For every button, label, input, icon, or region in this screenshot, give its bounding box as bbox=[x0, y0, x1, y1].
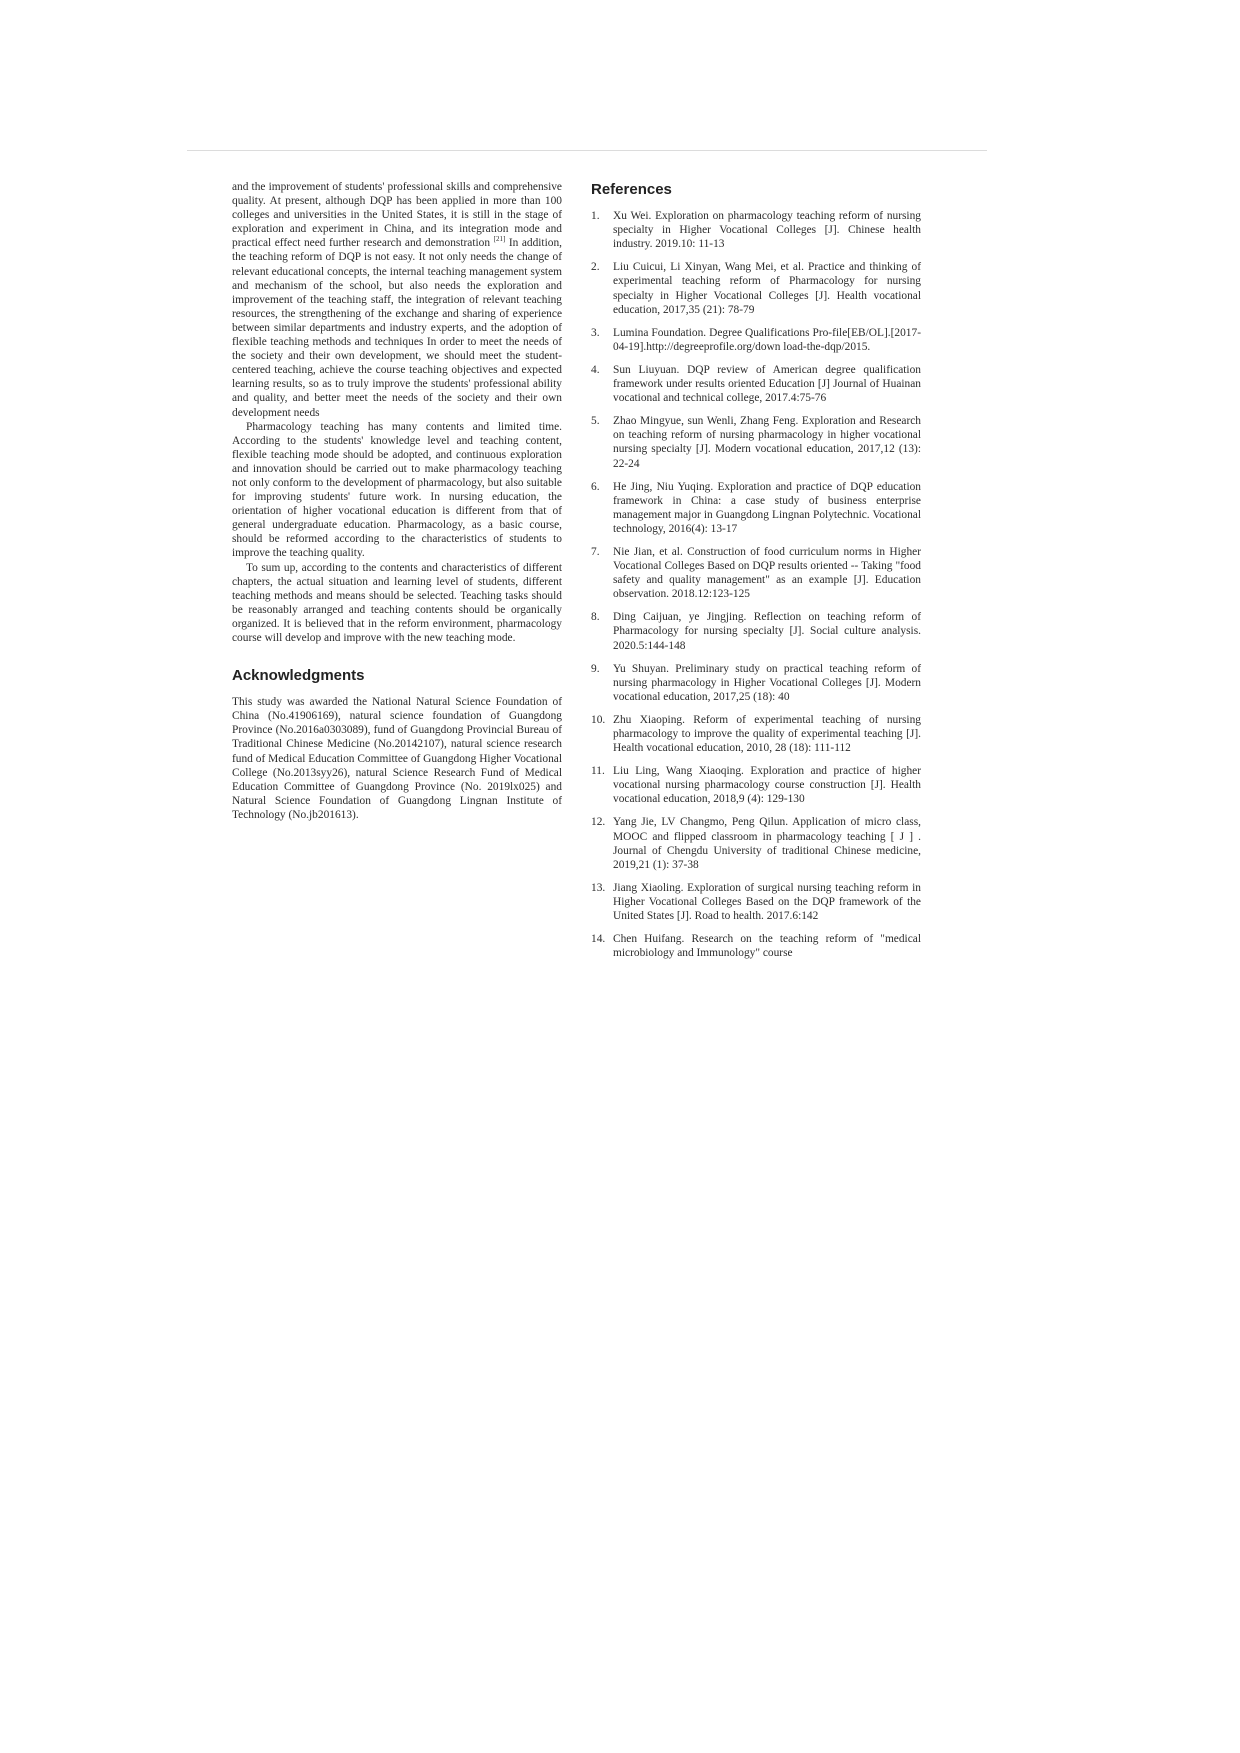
reference-text: Yu Shuyan. Preliminary study on practical teaching reform of nursing pharmacology in Higher Vocational Colleges [J]. Modern vocational education, 2017,25 (18): 40 bbox=[613, 662, 921, 703]
body-paragraph-3: To sum up, according to the contents and characteristics of different chapters, the actual situation and learning level of students, different teaching methods and means should be selected. Teaching tasks should be reasonably arranged and teaching contents should be organically organized. It is believed that in the reform environment, pharmacology course will develop and improve with the new teaching mode. bbox=[232, 561, 562, 644]
reference-item bbox=[591, 764, 921, 806]
citation-superscript: [21] bbox=[493, 235, 506, 244]
reference-number: 2. bbox=[591, 261, 600, 274]
left-column bbox=[232, 180, 562, 822]
reference-item bbox=[591, 713, 921, 755]
reference-number: 9. bbox=[591, 662, 600, 675]
reference-text: Jiang Xiaoling. Exploration of surgical nursing teaching reform in Higher Vocational Colleges Based on the DQP framework of the United States [J]. Road to health. 2017.6:142 bbox=[613, 881, 921, 923]
reference-item bbox=[591, 610, 921, 652]
reference-item bbox=[591, 815, 921, 871]
reference-item bbox=[591, 209, 921, 251]
reference-item bbox=[591, 545, 921, 601]
reference-number: 3. bbox=[591, 326, 600, 339]
right-column bbox=[591, 180, 921, 969]
reference-item bbox=[591, 662, 921, 704]
reference-text: Ding Caijuan, ye Jingjing. Reflection on teaching reform of Pharmacology for nursing specialty [J]. Social culture analysis. 2020.5:144-148 bbox=[613, 611, 921, 652]
reference-number: 11. bbox=[591, 765, 605, 778]
reference-text: Sun Liuyuan. DQP review of American degree qualification framework under results oriented Education [J] Journal of Huainan vocational and technical college, 2017.4:75-76 bbox=[613, 363, 921, 405]
reference-number: 13. bbox=[591, 881, 606, 894]
reference-number: 5. bbox=[591, 415, 600, 428]
reference-number: 14. bbox=[591, 933, 606, 946]
reference-text: Chen Huifang. Research on the teaching reform of "medical microbiology and Immunology" course bbox=[613, 933, 921, 960]
reference-text: Yang Jie, LV Changmo, Peng Qilun. Application of micro class, MOOC and flipped classroom in pharmacology teaching [ J ] . Journal of Chengdu University of traditional Chinese medicine, 2019,21 (1): 37-38 bbox=[613, 816, 921, 871]
references-heading: References bbox=[591, 181, 672, 198]
reference-item bbox=[591, 414, 921, 470]
reference-number: 1. bbox=[591, 210, 600, 223]
body-paragraph-1: and the improvement of students' professional skills and comprehensive quality. At present, although DQP has been applied in more than 100 colleges and universities in the United States, it is still in the stage of exploration and experiment in China, and its integration mode and practical effect need further research and demonstration [21] In addition, the teaching reform of DQP is not easy. It not only needs the change of relevant educational concepts, the internal teaching management system and mechanism of the school, but also needs the exploration and improvement of the teaching staff, the integration of relevant teaching resources, the strengthening of the exchange and sharing of experience between similar departments and industry experts, and the adoption of flexible teaching methods and techniques In order to meet the needs of the society and their own development, we should meet the student-centered teaching, achieve the course teaching objectives and expected learning results, so as to truly improve the students' professional ability and quality, and better meet the needs of the society and their own development needs bbox=[232, 181, 562, 419]
reference-item bbox=[591, 480, 921, 536]
reference-item bbox=[591, 326, 921, 354]
reference-number: 10. bbox=[591, 713, 606, 726]
header-rule bbox=[187, 150, 987, 151]
reference-text: Liu Cuicui, Li Xinyan, Wang Mei, et al. Practice and thinking of experimental teaching reform of Pharmacology for nursing specialty in Higher Vocational Colleges [J]. Health vocational education, 2017,35 (21): 78-79 bbox=[613, 261, 921, 316]
reference-number: 4. bbox=[591, 363, 600, 376]
acknowledgments-text: This study was awarded the National Natural Science Foundation of China (No.41906169), natural science foundation of Guangdong Province (No.2016a0303089), fund of Guangdong Provincial Bureau of Traditional Chinese Medicine (No.20142107), natural science research fund of Medical Education Committee of Guangdong Higher Vocational College (No.2013syy26), natural Science Research Fund of Medical Education Committee of Guangdong Province (No. 2019lx025) and Natural Science Foundation of Guangdong Lingnan Institute of Technology (No.jb201613). bbox=[232, 696, 562, 821]
reference-number: 6. bbox=[591, 480, 600, 493]
reference-item bbox=[591, 260, 921, 316]
reference-text: He Jing, Niu Yuqing. Exploration and practice of DQP education framework in China: a case study of business enterprise management major in Guangdong Lingnan Polytechnic. Vocational technology, 2016(4): 13-17 bbox=[613, 480, 921, 535]
acknowledgments-heading: Acknowledgments bbox=[232, 667, 365, 685]
reference-text: Lumina Foundation. Degree Qualifications Pro-file[EB/OL].[2017-04-19].http://degreeprofile.org/down load-the-dqp/2015. bbox=[613, 326, 921, 353]
reference-text: Zhao Mingyue, sun Wenli, Zhang Feng. Exploration and Research on teaching reform of nursing pharmacology in higher vocational nursing specialty [J]. Modern vocational education, 2017,12 (13): 22-24 bbox=[613, 415, 921, 470]
reference-text: Liu Ling, Wang Xiaoqing. Exploration and practice of higher vocational nursing pharmacology course construction [J]. Health vocational education, 2018,9 (4): 129-130 bbox=[613, 765, 921, 806]
reference-number: 12. bbox=[591, 816, 606, 829]
reference-number: 8. bbox=[591, 611, 600, 624]
reference-list bbox=[591, 209, 921, 960]
reference-text: Zhu Xiaoping. Reform of experimental teaching of nursing pharmacology to improve the quality of experimental teaching [J]. Health vocational education, 2010, 28 (18): 111-112 bbox=[613, 713, 921, 755]
reference-item bbox=[591, 363, 921, 405]
reference-number: 7. bbox=[591, 545, 600, 558]
reference-text: Nie Jian, et al. Construction of food curriculum norms in Higher Vocational Colleges Based on DQP results oriented -- Taking "food safety and quality management" as an example [J]. Education observation. 2018.12:123-125 bbox=[613, 545, 921, 601]
reference-item bbox=[591, 932, 921, 960]
reference-text: Xu Wei. Exploration on pharmacology teaching reform of nursing specialty in Higher Vocational Colleges [J]. Chinese health industry. 2019.10: 11-13 bbox=[613, 210, 921, 251]
body-paragraph-2: Pharmacology teaching has many contents and limited time. According to the students' knowledge level and teaching content, flexible teaching mode should be adopted, and continuous exploration and innovation should be carried out to make pharmacology teaching not only conform to the development of pharmacology, but also suitable for improving students' future work. In nursing education, the orientation of higher vocational education is different from that of general undergraduate education. Pharmacology, as a basic course, should be reformed according to the characteristics of students to improve the teaching quality. bbox=[232, 420, 562, 560]
reference-item bbox=[591, 881, 921, 923]
